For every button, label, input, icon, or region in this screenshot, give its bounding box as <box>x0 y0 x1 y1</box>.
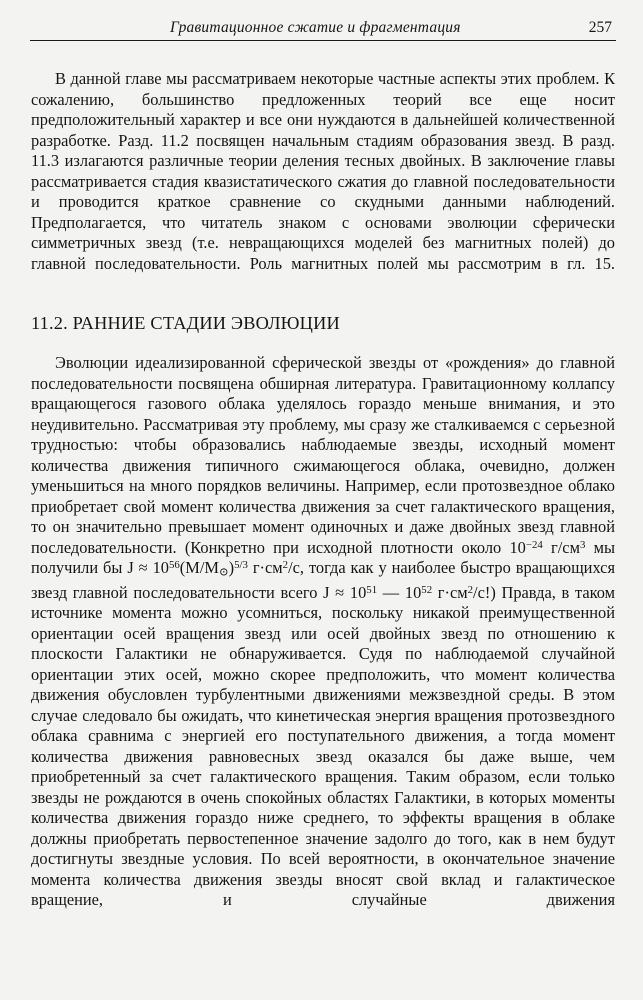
paragraph-text-after-math: Правда, в таком источнике момента можно усомниться, поскольку никакой преимущественной ориентации осей вращения звезд или осей двойных звезд по отношению к плоскости Галактики не обнаруживается. Судя по наблюдаемой случайной ориентации этих осей, можно скорее предположить, что момент количества движения обусловлен турбулентными движениями межзвездной среды. В этом случае следовало бы ожидать, что кинетическая энергия вращения протозвездного облака сравнима с энергией его поступательного движения, а тогда момент количества движения равновесных звезд оказался бы даже выше, чем приобретенный за счет галактического вращения. Таким образом, если только звезды не рождаются в очень спокойных областях Галактики, в которых моменты количества движения гораздо ниже среднего, то эффекты вращения в облаке должны приобретать первостепенное значение задолго до того, как в нем будут достигнуты звездные условия. По всей вероятности, в окончательное значение момента количества движения звезды вносят свой вклад и галактическое вращение, и случайные движения <box>31 582 615 910</box>
running-header <box>30 18 616 41</box>
paragraph-text-between-2: тогда как у наиболее быстро вращающихся звезд главной последовательности всего <box>31 558 615 602</box>
mass-exponent: 5/3 <box>234 559 248 572</box>
angular-unit: г·см <box>247 558 283 577</box>
range-unit: г·см <box>432 582 468 602</box>
running-title: Гравитационное сжатие и фрагментация <box>170 19 461 36</box>
sun-symbol: ⊙ <box>218 566 229 579</box>
range-unit-exponent: 2 <box>467 583 474 596</box>
paragraph-text-before-math: Эволюции идеализированной сферической звезды от «рождения» до главной последовательности посвящена обширная литература. Гравитационному коллапсу вращающегося газового облака уделялось гораздо меньше внимания, и это неудивительно. Рассматривая эту проблему, мы сразу же сталкиваемся с серьезной трудностью: чтобы образовались наблюдаемые звезды, исходный момент количества движения типичного сжимающегося облака, очевидно, должен уменьшиться на много порядков величины. Например, если протозвездное облако приобретает свой момент количества движения за счет галактического вращения, то он значительно превышает момент одиночных и даже двойных звезд главной последовательности. (Конкретно при исходной плотности около <box>31 353 615 557</box>
paragraph-text-between-1: мы получили бы <box>31 537 615 577</box>
angular-unit-exponent: 2 <box>282 559 289 572</box>
j-symbol: J ≈ 10 <box>127 558 169 577</box>
angular-unit-tail: /с, <box>288 558 305 577</box>
range-end-exponent: 52 <box>421 583 433 596</box>
intro-paragraph: В данной главе мы рассматриваем некоторые частные аспекты этих проблем. К сожалению, большинство предложенных теорий все еще носит предположительный характер и все они нуждаются в дальнейшей количественной разработке. Разд. 11.2 посвящен начальным стадиям образования звезд. В разд. 11.3 излагаются различные теории деления тесных двойных. В заключение главы рассматривается стадия квазистатического сжатия до главной последовательности и проводится краткое сравнение со скудными данными наблюдений. Предполагается, что читатель знаком с основами эволюции сферически симметричных звезд (т.е. невращающихся моделей без магнитных полей) до главной последовательности. Роль магнитных полей мы рассмотрим в гл. 15. <box>31 69 615 273</box>
range-start: J ≈ 10 <box>323 582 367 602</box>
section-paragraph <box>31 353 615 911</box>
range-start-exponent: 51 <box>366 583 378 596</box>
section-heading: 11.2. РАННИЕ СТАДИИ ЭВОЛЮЦИИ <box>31 313 340 333</box>
angular-momentum-formula <box>127 558 304 577</box>
mass-ratio-close: ) <box>228 558 235 577</box>
mass-ratio: (M/M <box>179 558 219 577</box>
density-unit-exponent: 3 <box>579 538 586 551</box>
range-unit-tail: /с!) <box>473 582 496 602</box>
page-number: 257 <box>588 19 612 36</box>
density-unit: г/см <box>542 537 580 557</box>
intro-text-block <box>31 69 615 274</box>
section-text-block <box>31 353 615 911</box>
j-exponent: 56 <box>168 559 180 572</box>
range-dash: — 10 <box>377 582 422 602</box>
stellar-momentum-range-formula <box>323 583 496 602</box>
density-formula <box>509 538 585 557</box>
density-base: 10 <box>509 537 526 557</box>
density-exponent: −24 <box>525 538 543 551</box>
